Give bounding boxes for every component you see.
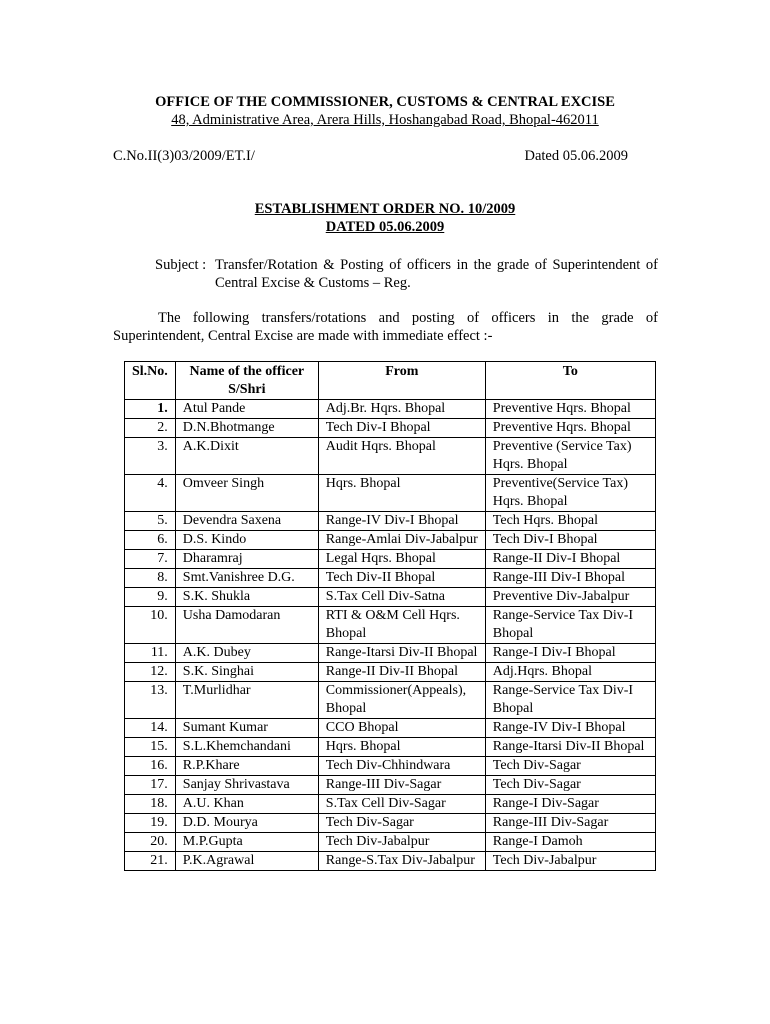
row-sl: 3. (125, 438, 176, 475)
row-to: Range-I Damoh (485, 833, 655, 852)
row-sl: 11. (125, 644, 176, 663)
table-row (125, 663, 656, 682)
row-from: S.Tax Cell Div-Sagar (318, 795, 485, 814)
row-to: Preventive Div-Jabalpur (485, 588, 655, 607)
row-to: Range-Itarsi Div-II Bhopal (485, 738, 655, 757)
table-header-row (125, 362, 656, 400)
table-row (125, 588, 656, 607)
row-from: Range-Amlai Div-Jabalpur (318, 531, 485, 550)
row-name: S.L.Khemchandani (175, 738, 318, 757)
table-row (125, 719, 656, 738)
row-from: Range-Itarsi Div-II Bhopal (318, 644, 485, 663)
office-title: OFFICE OF THE COMMISSIONER, CUSTOMS & CENTRAL EXCISE (155, 94, 615, 110)
row-sl: 8. (125, 569, 176, 588)
row-from: Range-IV Div-I Bhopal (318, 512, 485, 531)
row-sl: 1. (125, 400, 176, 419)
row-sl: 14. (125, 719, 176, 738)
row-from: Legal Hqrs. Bhopal (318, 550, 485, 569)
row-from: Hqrs. Bhopal (318, 738, 485, 757)
row-to: Tech Div-Jabalpur (485, 852, 655, 871)
row-to: Adj.Hqrs. Bhopal (485, 663, 655, 682)
row-to: Tech Div-Sagar (485, 776, 655, 795)
row-name: A.K. Dubey (175, 644, 318, 663)
row-sl: 13. (125, 682, 176, 719)
header-name: Name of the officer S/Shri (175, 362, 318, 400)
row-name: Sanjay Shrivastava (175, 776, 318, 795)
row-sl: 17. (125, 776, 176, 795)
table-row (125, 776, 656, 795)
reference-date: Dated 05.06.2009 (524, 148, 628, 164)
row-from: Range-II Div-II Bhopal (318, 663, 485, 682)
row-from: Tech Div-I Bhopal (318, 419, 485, 438)
header-from: From (318, 362, 485, 400)
table-row (125, 644, 656, 663)
table-row (125, 852, 656, 871)
row-from: Tech Div-Jabalpur (318, 833, 485, 852)
row-to: Tech Div-I Bhopal (485, 531, 655, 550)
row-from: Hqrs. Bhopal (318, 475, 485, 512)
row-name: A.U. Khan (175, 795, 318, 814)
row-name: T.Murlidhar (175, 682, 318, 719)
row-name: M.P.Gupta (175, 833, 318, 852)
transfer-table (124, 361, 656, 871)
row-from: Adj.Br. Hqrs. Bhopal (318, 400, 485, 419)
table-row (125, 550, 656, 569)
table-row (125, 419, 656, 438)
row-from: CCO Bhopal (318, 719, 485, 738)
row-sl: 7. (125, 550, 176, 569)
row-from: Tech Div-II Bhopal (318, 569, 485, 588)
table-row (125, 531, 656, 550)
row-sl: 20. (125, 833, 176, 852)
table-row (125, 569, 656, 588)
row-sl: 16. (125, 757, 176, 776)
row-to: Preventive (Service Tax) Hqrs. Bhopal (485, 438, 655, 475)
row-name: A.K.Dixit (175, 438, 318, 475)
order-title: ESTABLISHMENT ORDER NO. 10/2009 (254, 201, 516, 217)
row-to: Range-III Div-I Bhopal (485, 569, 655, 588)
row-name: D.S. Kindo (175, 531, 318, 550)
table-row (125, 400, 656, 419)
table-row (125, 607, 656, 644)
table-row (125, 833, 656, 852)
row-name: D.D. Mourya (175, 814, 318, 833)
table-row (125, 512, 656, 531)
row-to: Preventive Hqrs. Bhopal (485, 419, 655, 438)
row-name: S.K. Singhai (175, 663, 318, 682)
row-from: Tech Div-Chhindwara (318, 757, 485, 776)
row-from: S.Tax Cell Div-Satna (318, 588, 485, 607)
row-name: Dharamraj (175, 550, 318, 569)
subject-text: Transfer/Rotation & Posting of officers in the grade of Superintendent of Central Excise & Customs – Reg. (215, 257, 658, 291)
row-name: S.K. Shukla (175, 588, 318, 607)
row-to: Range-IV Div-I Bhopal (485, 719, 655, 738)
row-sl: 21. (125, 852, 176, 871)
table-row (125, 795, 656, 814)
row-name: Sumant Kumar (175, 719, 318, 738)
row-name: Atul Pande (175, 400, 318, 419)
row-sl: 19. (125, 814, 176, 833)
row-to: Range-Service Tax Div-I Bhopal (485, 607, 655, 644)
row-from: Commissioner(Appeals), Bhopal (318, 682, 485, 719)
row-to: Preventive(Service Tax) Hqrs. Bhopal (485, 475, 655, 512)
row-from: RTI & O&M Cell Hqrs. Bhopal (318, 607, 485, 644)
row-to: Range-II Div-I Bhopal (485, 550, 655, 569)
row-to: Tech Div-Sagar (485, 757, 655, 776)
row-from: Range-III Div-Sagar (318, 776, 485, 795)
row-to: Range-III Div-Sagar (485, 814, 655, 833)
row-to: Tech Hqrs. Bhopal (485, 512, 655, 531)
intro-paragraph: The following transfers/rotations and posting of officers in the grade of Superintendent, Central Excise are made with immediate effect :- (113, 310, 658, 344)
row-name: R.P.Khare (175, 757, 318, 776)
table-row (125, 438, 656, 475)
row-to: Preventive Hqrs. Bhopal (485, 400, 655, 419)
row-to: Range-I Div-I Bhopal (485, 644, 655, 663)
row-name: Omveer Singh (175, 475, 318, 512)
header-sl: Sl.No. (125, 362, 176, 400)
row-from: Audit Hqrs. Bhopal (318, 438, 485, 475)
row-name: P.K.Agrawal (175, 852, 318, 871)
row-name: Usha Damodaran (175, 607, 318, 644)
row-sl: 9. (125, 588, 176, 607)
subject-label: Subject : (155, 257, 207, 273)
row-sl: 6. (125, 531, 176, 550)
row-to: Range-I Div-Sagar (485, 795, 655, 814)
header-to: To (485, 362, 655, 400)
table-row (125, 682, 656, 719)
table-row (125, 475, 656, 512)
subject-block (155, 256, 658, 292)
row-name: D.N.Bhotmange (175, 419, 318, 438)
office-address (0, 112, 770, 129)
office-address-text: 48, Administrative Area, Arera Hills, Hoshangabad Road, Bhopal-462011 (171, 112, 599, 128)
row-sl: 12. (125, 663, 176, 682)
row-sl: 2. (125, 419, 176, 438)
order-date: DATED 05.06.2009 (325, 219, 445, 235)
row-name: Smt.Vanishree D.G. (175, 569, 318, 588)
row-from: Tech Div-Sagar (318, 814, 485, 833)
row-name: Devendra Saxena (175, 512, 318, 531)
table-row (125, 814, 656, 833)
row-sl: 4. (125, 475, 176, 512)
row-sl: 15. (125, 738, 176, 757)
row-to: Range-Service Tax Div-I Bhopal (485, 682, 655, 719)
row-sl: 18. (125, 795, 176, 814)
table-row (125, 757, 656, 776)
table-row (125, 738, 656, 757)
row-from: Range-S.Tax Div-Jabalpur (318, 852, 485, 871)
row-sl: 5. (125, 512, 176, 531)
row-sl: 10. (125, 607, 176, 644)
reference-number: C.No.II(3)03/2009/ET.I/ (113, 148, 255, 164)
